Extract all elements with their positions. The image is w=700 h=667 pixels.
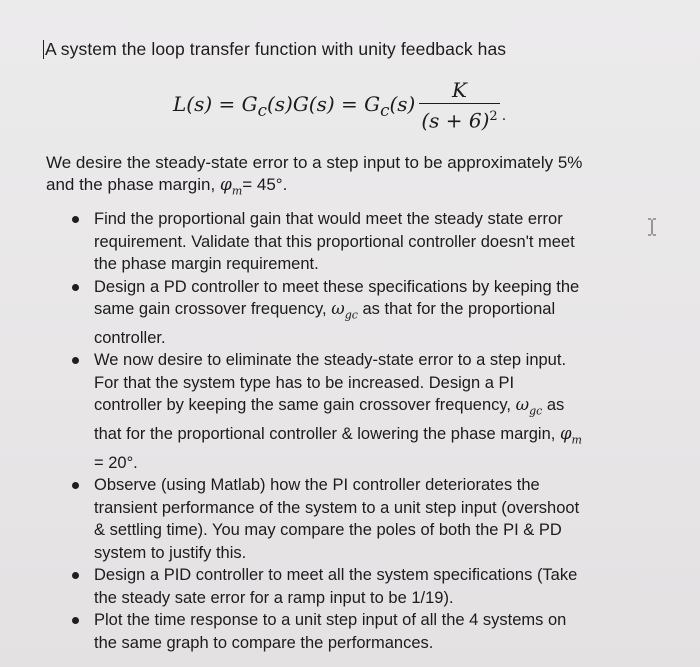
list-item-line: the phase margin requirement. [94, 255, 319, 273]
list-item-text: same gain crossover frequency, [94, 300, 332, 318]
list-item-line: system to justify this. [94, 543, 247, 562]
phi-symbol: φ [219, 175, 232, 195]
equation-lhs-sub: c [257, 101, 267, 120]
bullet-dot [72, 482, 79, 489]
intro-sentence [43, 39, 506, 60]
list-item-line [94, 423, 642, 452]
list-item-text: controller by keeping the same gain crossover frequency, [94, 396, 516, 415]
list-item-line: & settling time). You may compare the poles of both the PI & PD [94, 521, 562, 540]
requirements-line-2-pre: and the phase margin, [46, 175, 220, 194]
fraction-numerator: K [452, 78, 467, 103]
intro-text: A system the loop transfer function with unity feedback has [45, 39, 507, 59]
crossover-frequency-symbol [515, 395, 543, 418]
phi-subscript: m [231, 184, 243, 198]
ibeam-cursor-icon [647, 218, 657, 236]
text-cursor [43, 40, 44, 59]
equation-mid-sub: c [380, 101, 390, 120]
crossover-frequency-symbol [331, 299, 358, 322]
list-item-line [94, 298, 642, 327]
equation-fraction [419, 78, 499, 134]
list-item [72, 349, 642, 474]
list-item [72, 564, 642, 609]
list-item-line: We now desire to eliminate the steady-state error to a step input. [94, 351, 567, 370]
denominator-text: (s + 6) [421, 108, 490, 133]
bullet-dot [72, 617, 79, 624]
equation-period: . [501, 108, 507, 124]
bullet-dot [72, 572, 79, 579]
task-list [72, 208, 642, 654]
omega-symbol: ω [515, 395, 530, 415]
list-item-line: Design a PID controller to meet all the system specifications (Take [94, 566, 578, 585]
list-item-line: Find the proportional gain that would meet the steady state error [94, 210, 563, 228]
omega-subscript: gc [344, 308, 358, 322]
list-item-line: Design a PD controller to meet these specifications by keeping the [94, 277, 580, 296]
list-item-line: transient performance of the system to a unit step input (overshoot [94, 498, 580, 517]
list-item-text: as [542, 396, 565, 415]
equation-lhs-text: L(s) = G [173, 92, 258, 116]
denominator-power: 2 [489, 109, 498, 125]
list-item [72, 474, 642, 564]
bullet-dot [72, 357, 79, 364]
list-item-line: Plot the time response to a unit step input of all the 4 systems on [94, 611, 567, 630]
fraction-denominator [419, 104, 499, 134]
list-item-line: the steady sate error for a ramp input to be 1/19). [94, 588, 454, 607]
list-item [72, 276, 642, 350]
list-item-text: as that for the proportional [357, 300, 556, 318]
list-item-line: the same graph to compare the performances. [94, 633, 434, 652]
list-item-line: Observe (using Matlab) how the PI controller deteriorates the [94, 476, 540, 495]
list-item-line: requirement. Validate that this proportional controller doesn't meet [94, 232, 575, 251]
requirements-line-2-post: = 45°. [242, 175, 288, 194]
omega-subscript: gc [529, 404, 543, 418]
bullet-dot [72, 216, 79, 223]
equation-lhs [173, 92, 415, 120]
equation-tail-text: (s) [389, 92, 416, 116]
list-item-line: For that the system type has to be increased. Design a PI [94, 373, 515, 392]
requirements-line-1: We desire the steady-state error to a step input to be approximately 5% [46, 153, 583, 172]
omega-symbol: ω [331, 299, 345, 318]
list-item-text: that for the proportional controller & lowering the phase margin, [94, 425, 560, 444]
phase-margin-symbol [219, 175, 243, 198]
phi-subscript: m [571, 433, 582, 447]
list-item-line [94, 394, 642, 423]
phase-margin-symbol [559, 424, 582, 447]
list-item [72, 208, 642, 276]
requirements-line-2 [46, 174, 666, 202]
bullet-dot [72, 284, 79, 291]
transfer-function-equation [173, 78, 506, 134]
list-item-line: = 20°. [94, 453, 138, 472]
list-item [72, 609, 642, 654]
phi-symbol: φ [559, 424, 572, 444]
equation-mid-text: (s)G(s) = G [266, 92, 381, 116]
list-item-line: controller. [94, 328, 166, 347]
requirements-paragraph [46, 152, 666, 202]
